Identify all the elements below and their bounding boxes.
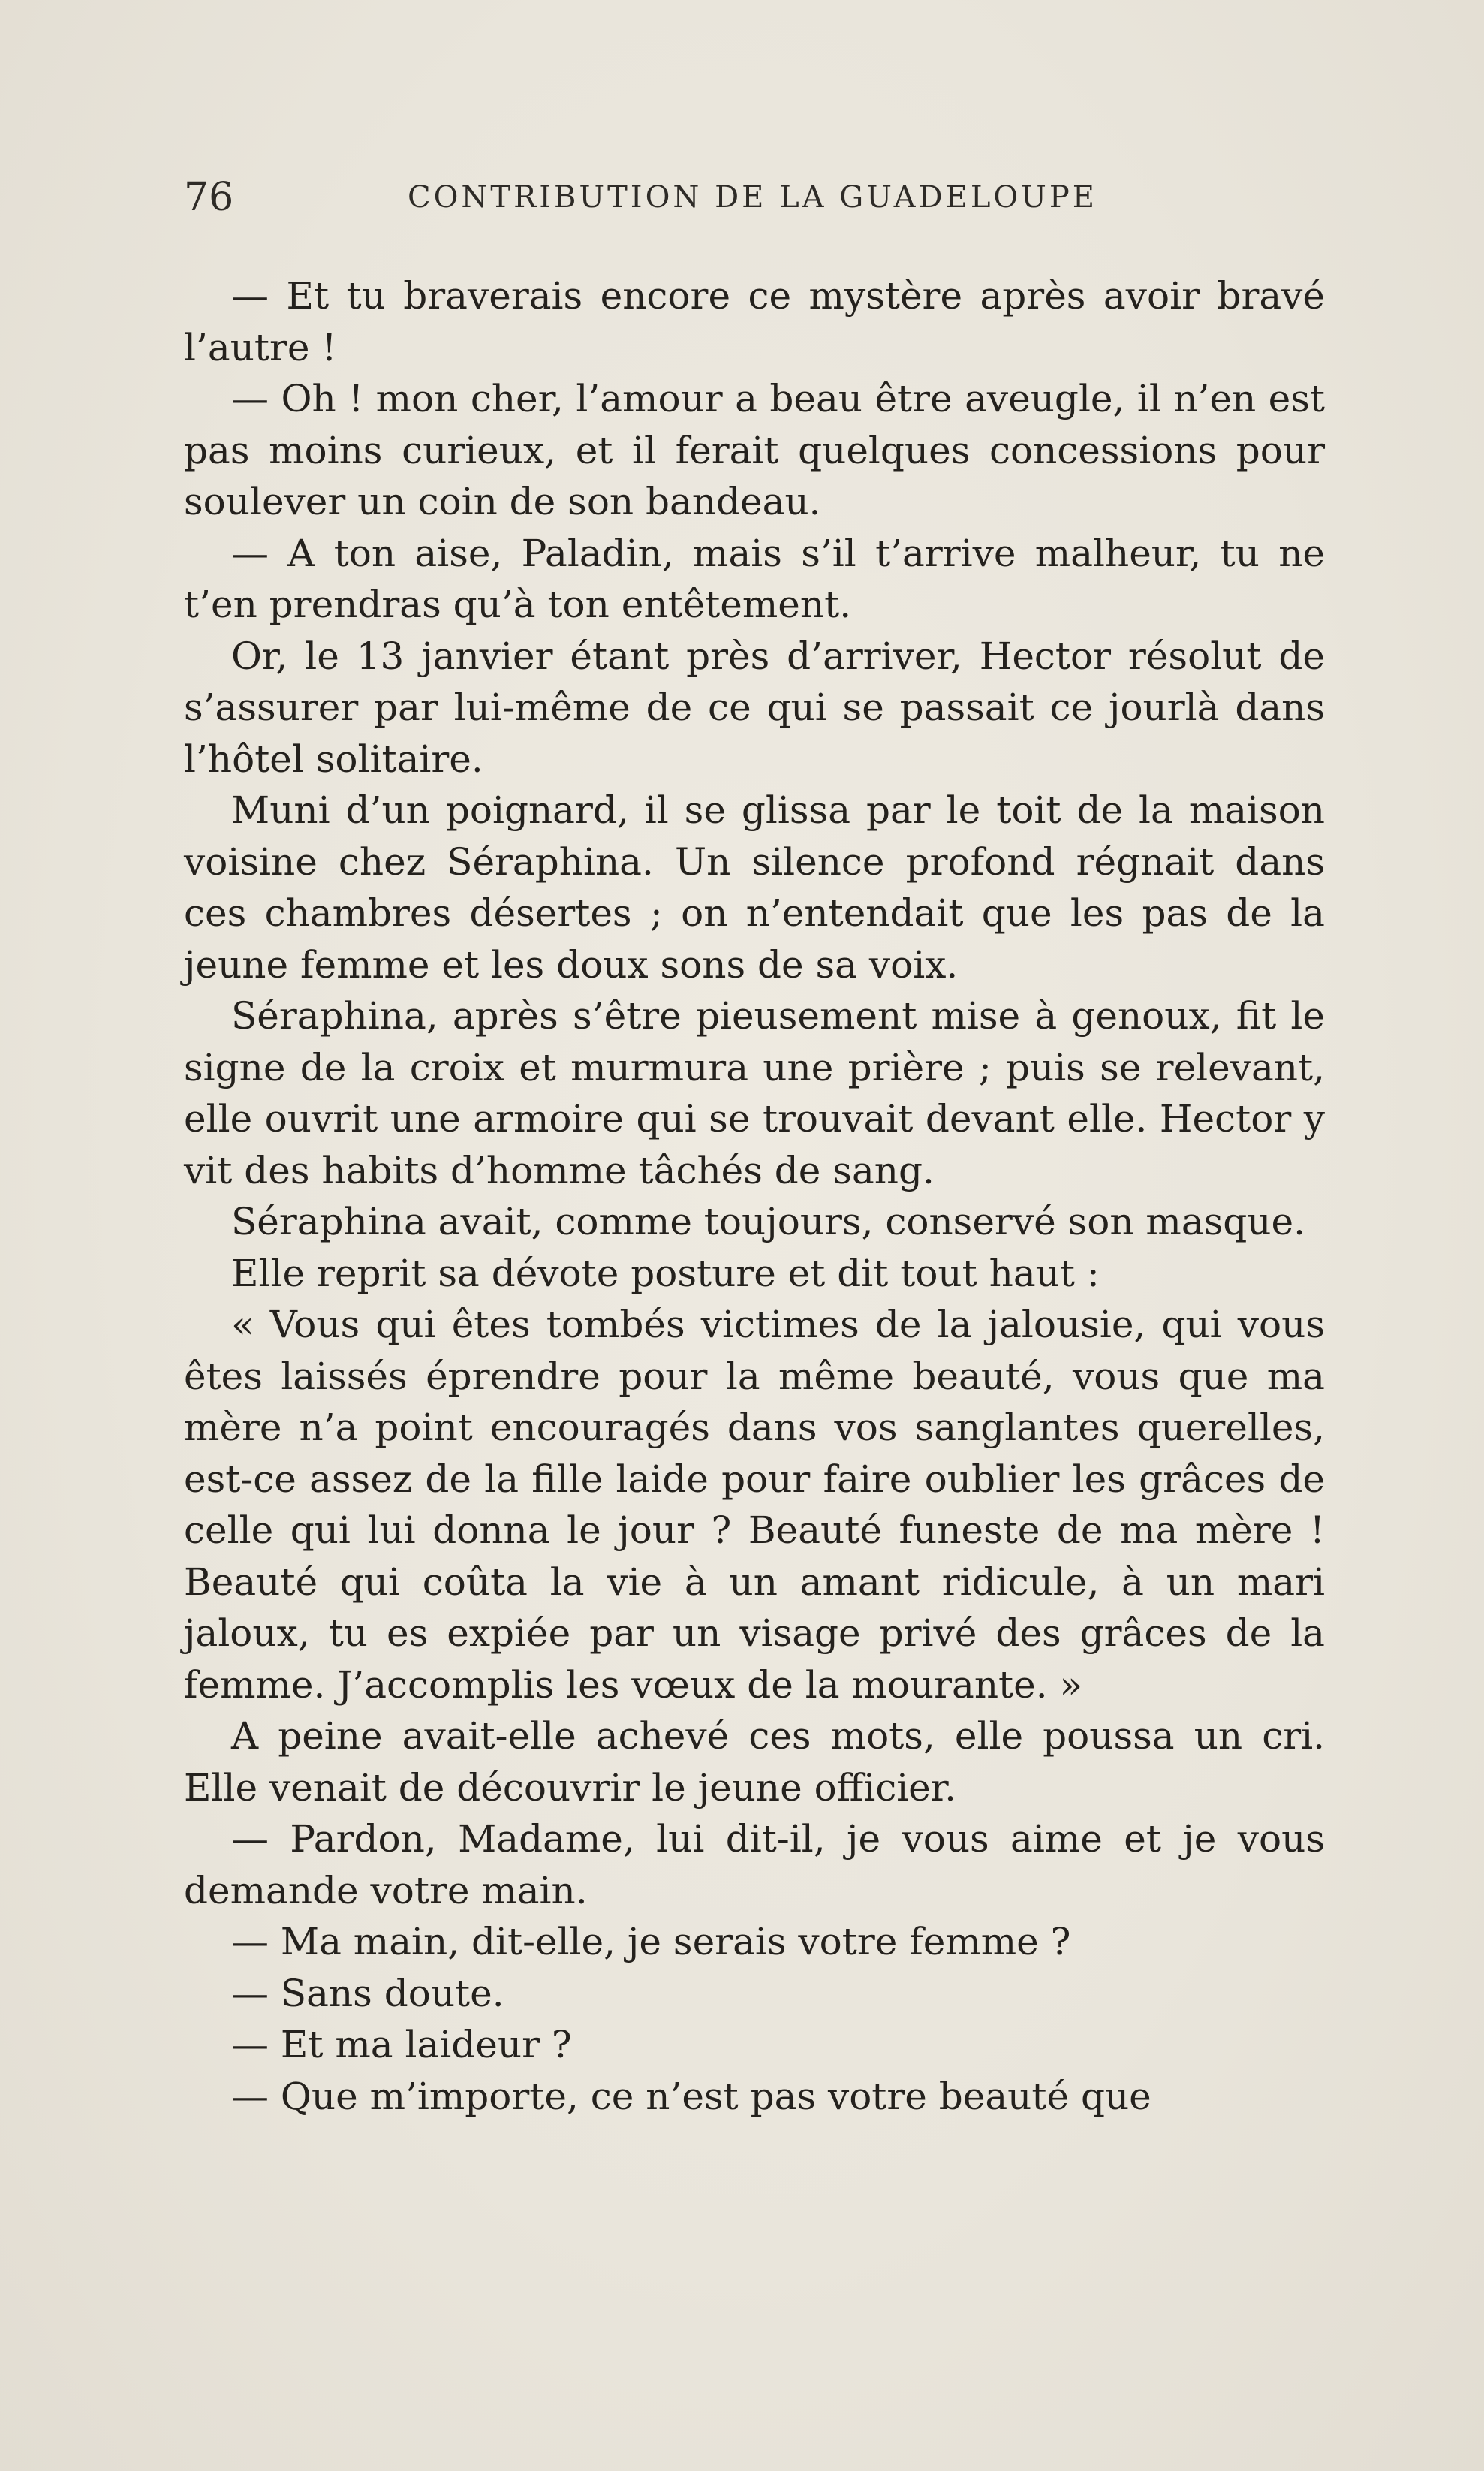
- paragraph: — A ton aise, Paladin, mais s’il t’arrive malheur, tu ne t’en prendras qu’à ton entêtement.: [184, 531, 1325, 626]
- paragraph: — Ma main, dit-elle, je serais votre femme ?: [231, 1920, 1071, 1963]
- paragraph: Muni d’un poignard, il se glissa par le toit de la maison voisine chez Séraphina. Un silence profond régnait dans ces chambres désertes ; on n’entendait que les pas de la jeune femme et les doux sons de sa voix.: [184, 788, 1325, 987]
- paragraph: — Que m’importe, ce n’est pas votre beauté que: [231, 2074, 1151, 2118]
- page-header: [184, 171, 1325, 224]
- paragraph: Elle reprit sa dévote posture et dit tout haut :: [231, 1251, 1100, 1295]
- running-head: CONTRIBUTION DE LA GUADELOUPE: [408, 180, 1098, 215]
- paragraph: Séraphina, après s’être pieusement mise à genoux, fit le signe de la croix et murmura une prière ; puis se relevant, elle ouvrit une armoire qui se trouvait devant elle. Hector y vit des habits d’homme tâchés de sang.: [184, 994, 1325, 1192]
- paragraph: — Oh ! mon cher, l’amour a beau être aveugle, il n’en est pas moins curieux, et il ferait quelques concessions pour soulever un coin de son bandeau.: [184, 377, 1325, 523]
- paragraph: Séraphina avait, comme toujours, conservé son masque.: [231, 1200, 1305, 1243]
- paragraph: — Pardon, Madame, lui dit-il, je vous aime et je vous demande votre main.: [184, 1817, 1325, 1912]
- paragraph: Or, le 13 janvier étant près d’arriver, Hector résolut de s’assurer par lui-même de ce qui se passait ce jourlà dans l’hôtel solitaire.: [184, 634, 1325, 781]
- paragraph: A peine avait-elle achevé ces mots, elle poussa un cri. Elle venait de découvrir le jeune officier.: [184, 1714, 1325, 1810]
- page-number: 76: [184, 175, 234, 220]
- paragraph: « Vous qui êtes tombés victimes de la jalousie, qui vous êtes laissés éprendre pour la même beauté, vous que ma mère n’a point encouragés dans vos sanglantes querelles, est-ce assez de la fille laide pour faire oublier les grâces de celle qui lui donna le jour ? Beauté funeste de ma mère ! Beauté qui coûta la vie à un amant ridicule, à un mari jaloux, tu es expiée par un visage privé des grâces de la femme. J’accomplis les vœux de la mourante. »: [184, 1303, 1325, 1707]
- body-text: [184, 270, 1325, 2122]
- paragraph: — Sans doute.: [231, 1971, 504, 2015]
- paragraph: — Et tu braverais encore ce mystère après avoir bravé l’autre !: [184, 274, 1325, 369]
- paragraph: — Et ma laideur ?: [231, 2023, 572, 2066]
